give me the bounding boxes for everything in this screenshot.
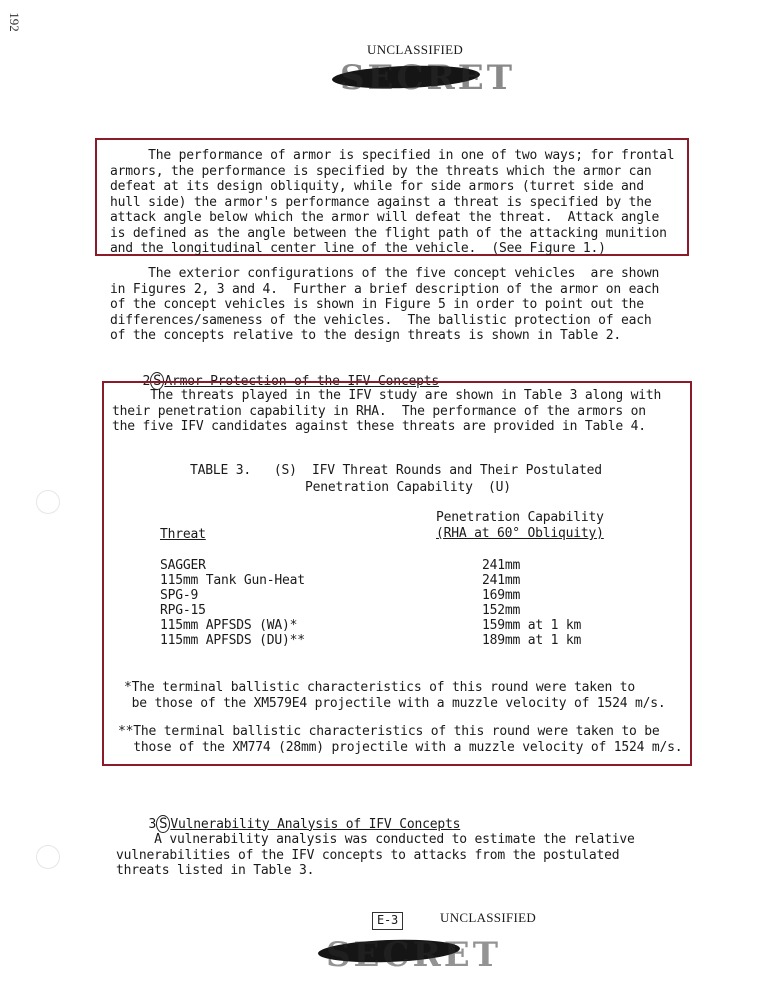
text-line: differences/sameness of the vehicles. The ballistic protection of each	[110, 312, 652, 328]
column-header-penetration: Penetration Capability	[436, 510, 604, 525]
column-header-penetration-sub: (RHA at 60° Obliquity)	[436, 526, 604, 541]
page-number: E-3	[372, 912, 403, 930]
vulnerability-paragraph	[116, 832, 691, 879]
text-line: the five IFV candidates against these threats are provided in Table 4.	[112, 419, 646, 434]
text-line: threats listed in Table 3.	[116, 863, 315, 878]
threats-paragraph	[112, 388, 687, 435]
text-line: The exterior configurations of the five concept vehicles are shown	[110, 266, 660, 281]
page-marker: 192	[6, 12, 22, 32]
section-number: 2	[142, 373, 151, 389]
binder-hole	[36, 490, 60, 514]
text-line: in Figures 2, 3 and 4. Further a brief description of the armor on each	[110, 281, 660, 297]
text-line: defeat at its design obliquity, while for side armors (turret side and	[110, 179, 644, 194]
table-row	[160, 588, 600, 603]
text-line: and the longitudinal center line of the vehicle. (See Figure 1.)	[110, 241, 606, 256]
table-row	[160, 573, 600, 588]
text-line: is defined as the angle between the flight path of the attacking munition	[110, 225, 667, 241]
intro-paragraph	[110, 148, 685, 257]
threat-penetration: 159mm at 1 km	[482, 618, 582, 633]
threat-penetration: 169mm	[482, 588, 521, 603]
classification-marking: S	[156, 815, 170, 833]
threat-name: SPG-9	[160, 588, 199, 603]
classification-marking: S	[150, 372, 164, 390]
text-line: those of the XM774 (28mm) projectile with a muzzle velocity of 1524 m/s.	[118, 739, 683, 755]
table-row	[160, 558, 600, 573]
threat-penetration: 189mm at 1 km	[482, 633, 582, 648]
threat-name: RPG-15	[160, 603, 206, 618]
table-caption: TABLE 3. (S) IFV Threat Rounds and Their Postulated	[190, 463, 602, 478]
text-line: **The terminal ballistic characteristics of this round were taken to be	[118, 724, 660, 739]
text-line: of the concepts relative to the design threats is shown in Table 2.	[110, 328, 621, 343]
column-header-threat: Threat	[160, 527, 206, 542]
secret-stamp-bottom: SECRET	[326, 935, 502, 975]
threat-penetration: 241mm	[482, 573, 521, 588]
text-line: attack angle below which the armor will defeat the threat. Attack angle	[110, 210, 660, 225]
table-row	[160, 633, 600, 648]
text-line: their penetration capability in RHA. The performance of the armors on	[112, 403, 646, 419]
threat-name: SAGGER	[160, 558, 206, 573]
threat-name: 115mm Tank Gun-Heat	[160, 573, 305, 588]
text-line: The threats played in the IFV study are shown in Table 3 along with	[112, 388, 662, 403]
section-number: 3	[148, 816, 157, 832]
threat-penetration: 241mm	[482, 558, 521, 573]
binder-hole	[36, 845, 60, 869]
text-line: vulnerabilities of the IFV concepts to attacks from the postulated	[116, 847, 620, 863]
section-title: Armor Protection of the IFV Concepts	[164, 373, 439, 389]
text-line: hull side) the armor's performance against a threat is specified by the	[110, 194, 652, 210]
threat-name: 115mm APFSDS (DU)**	[160, 633, 305, 648]
text-line: A vulnerability analysis was conducted to estimate the relative	[116, 832, 635, 847]
section-title: Vulnerability Analysis of IFV Concepts	[170, 816, 461, 832]
classification-bottom: UNCLASSIFIED	[440, 910, 537, 925]
threat-name: 115mm APFSDS (WA)*	[160, 618, 298, 633]
secret-stamp-top: SECRET	[340, 58, 516, 98]
classification-top: UNCLASSIFIED	[367, 42, 464, 57]
threat-penetration: 152mm	[482, 603, 521, 618]
text-line: be those of the XM579E4 projectile with a muzzle velocity of 1524 m/s.	[124, 695, 666, 711]
table-row	[160, 618, 600, 633]
table-row	[160, 603, 600, 618]
text-line: armors, the performance is specified by the threats which the armor can	[110, 163, 652, 179]
footnote-2	[118, 724, 682, 755]
text-line: of the concept vehicles is shown in Figure 5 in order to point out the	[110, 297, 644, 312]
footnote-1	[124, 680, 666, 711]
text-line: *The terminal ballistic characteristics of this round were taken to	[124, 680, 635, 695]
table-caption-line2: Penetration Capability (U)	[305, 480, 511, 495]
exterior-paragraph	[110, 266, 685, 344]
text-line: The performance of armor is specified in one of two ways; for frontal	[110, 148, 675, 163]
